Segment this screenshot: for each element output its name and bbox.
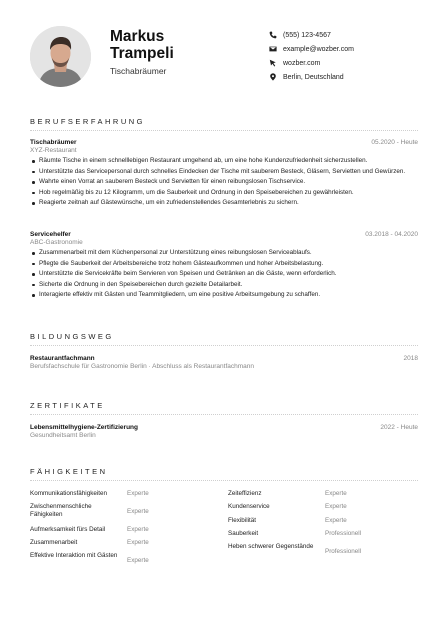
resume-header (0, 0, 448, 100)
skill-level: Professionell (325, 530, 362, 537)
experience-entry (30, 231, 418, 302)
bullet-item: Reagierte zeitnah auf Gästewünsche, um ein zufriedenstellendes Gesamterlebnis zu sichern. (30, 199, 418, 207)
skill-level: Experte (127, 526, 149, 533)
experience-company: XYZ-Restaurant (30, 147, 77, 154)
avatar (30, 26, 91, 87)
skill-level: Experte (127, 508, 149, 515)
skill-name: Flexibilität (228, 517, 256, 524)
bullet-item: Pflegte die Sauberkeit der Arbeitsbereiche trotz hohem Gästeaufkommen und hoher Arbeitsbelastung. (30, 260, 418, 268)
section-divider (30, 414, 418, 415)
section-divider (30, 480, 418, 481)
experience-date: 03.2018 - 04.2020 (365, 231, 418, 238)
skill-level: Experte (325, 490, 347, 497)
skill-name: Kundenservice (228, 503, 270, 510)
contact-email[interactable] (268, 42, 354, 56)
bullet-item: Interagierte effektiv mit Gästen und Teammitgliedern, um eine positive Arbeitsumgebung zu schaffen. (30, 291, 418, 299)
contact-location-text: Berlin, Deutschland (283, 73, 344, 81)
certificate-title: Lebensmittelhygiene-Zertifizierung (30, 424, 138, 431)
bullet-item: Wahrte einen Vorrat an sauberem Besteck und Servietten für einen reibungslosen Tischservice. (30, 178, 418, 186)
certificate-issuer: Gesundheitsamt Berlin (30, 432, 96, 439)
section-title-education: BILDUNGSWEG (30, 332, 114, 341)
education-entry (30, 355, 418, 371)
contact-website[interactable] (268, 56, 354, 70)
bullet-item: Hob regelmäßig bis zu 12 Kilogramm, um die Sauberkeit und Ordnung in den Speisebereichen zu gewährleisten. (30, 189, 418, 197)
avatar-portrait-icon (30, 26, 91, 87)
skill-level: Experte (325, 503, 347, 510)
experience-date: 05.2020 - Heute (371, 139, 418, 146)
experience-bullets (30, 157, 418, 207)
skill-name: Aufmerksamkeit fürs Detail (30, 526, 106, 533)
experience-company: ABC-Gastronomie (30, 239, 83, 246)
experience-title: Tischabräumer (30, 139, 77, 146)
contact-phone[interactable] (268, 28, 354, 42)
link-icon (268, 59, 277, 68)
skill-level: Experte (127, 490, 149, 497)
section-title-experience: BERUFSERFAHRUNG (30, 117, 146, 126)
candidate-name: Markus Trampeli (110, 28, 174, 62)
contact-list (268, 28, 354, 84)
skill-name: Heben schwerer Gegenstände (228, 543, 314, 550)
skill-level: Experte (325, 517, 347, 524)
skill-name: Zeiteffizienz (228, 490, 262, 497)
education-title: Restaurantfachmann (30, 355, 95, 362)
skill-level: Experte (127, 557, 149, 564)
certificate-date: 2022 - Heute (380, 424, 418, 431)
contact-location (268, 70, 354, 84)
skill-name: Sauberkeit (228, 530, 259, 537)
location-icon (268, 73, 277, 82)
section-title-skills: FÄHIGKEITEN (30, 467, 108, 476)
contact-email-text: example@wozber.com (283, 45, 354, 53)
experience-title: Servicehelfer (30, 231, 71, 238)
education-institution: Berufsfachschule für Gastronomie Berlin · Abschluss als Restaurantfachmann (30, 363, 254, 370)
skill-level: Professionell (325, 548, 362, 555)
skill-name: Effektive Interaktion mit Gästen (30, 552, 118, 559)
section-divider (30, 130, 418, 131)
skill-name: Kommunikationsfähigkeiten (30, 490, 108, 497)
bullet-item: Unterstützte das Servicepersonal durch schnelles Eindecken der Tische mit sauberem Besteck, Gläsern, Servietten und Gewürzen. (30, 168, 418, 176)
experience-entry (30, 139, 418, 210)
contact-website-text: wozber.com (283, 59, 321, 67)
experience-bullets (30, 249, 418, 299)
certificate-entry (30, 424, 418, 440)
phone-icon (268, 31, 277, 40)
candidate-title: Tischabräumer (110, 66, 167, 76)
bullet-item: Sicherte die Ordnung in den Speisebereichen durch gezielte Detailarbeit. (30, 281, 418, 289)
mail-icon (268, 45, 277, 54)
skill-name: Zwischenmenschliche Fähigkeiten (30, 503, 92, 518)
skill-name: Zusammenarbeit (30, 539, 78, 546)
bullet-item: Räumte Tische in einem schnelllebigen Restaurant umgehend ab, um eine hohe Kundenzufriedenheit sicherzustellen. (30, 157, 418, 165)
bullet-item: Zusammenarbeit mit dem Küchenpersonal zur Unterstützung eines reibungslosen Serviceablaufs. (30, 249, 418, 257)
section-title-certificates: ZERTIFIKATE (30, 401, 105, 410)
section-divider (30, 345, 418, 346)
contact-phone-text: (555) 123-4567 (283, 31, 331, 39)
skill-level: Experte (127, 539, 149, 546)
education-date: 2018 (403, 355, 418, 362)
bullet-item: Unterstützte die Servicekräfte beim Servieren von Speisen und Getränken an die Gäste, wenn erforderlich. (30, 270, 418, 278)
